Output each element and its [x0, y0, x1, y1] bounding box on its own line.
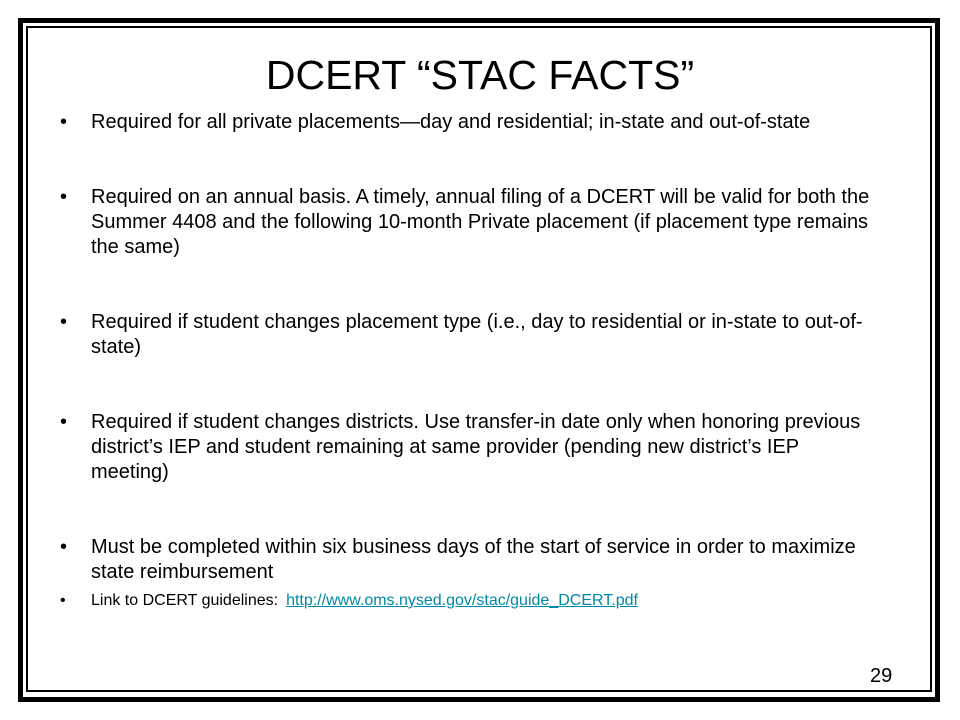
- bullet-annual-basis: [60, 185, 880, 260]
- bullet-six-business-days: [60, 535, 880, 585]
- bullet-glyph: •: [60, 111, 68, 133]
- bullet-text: Required for all private placements—day and residential; in-state and out-of-state: [91, 111, 811, 133]
- bullet-glyph: •: [60, 411, 68, 433]
- bullet-glyph: •: [60, 311, 68, 333]
- bullet-glyph: •: [60, 592, 66, 609]
- bullet-private-placements: [60, 110, 880, 135]
- bullet-text: Required if student changes placement type (i.e., day to residential or in-state to out-of-state): [91, 311, 863, 358]
- bullet-placement-type: [60, 310, 880, 360]
- slide-title: DCERT “STAC FACTS”: [265, 52, 695, 98]
- bullet-text: Required on an annual basis. A timely, annual filing of a DCERT will be valid for both the Summer 4408 and the following 10-month Private placement (if placement type remains the same): [91, 186, 870, 258]
- bullet-text: Required if student changes districts. Use transfer-in date only when honoring previous district’s IEP and student remaining at same provider (pending new district’s IEP meeting): [91, 411, 861, 483]
- bullet-glyph: •: [60, 186, 68, 208]
- bullet-list: [60, 110, 880, 611]
- page-number: 29: [870, 665, 893, 687]
- dcert-guidelines-link[interactable]: http://www.oms.nysed.gov/stac/guide_DCERT.pdf: [286, 592, 638, 609]
- link-label: Link to DCERT guidelines:: [91, 592, 279, 609]
- bullet-guidelines-link: [60, 591, 880, 611]
- bullet-changes-districts: [60, 410, 880, 485]
- bullet-glyph: •: [60, 536, 68, 558]
- bullet-text: Must be completed within six business days of the start of service in order to maximize state reimbursement: [91, 536, 856, 583]
